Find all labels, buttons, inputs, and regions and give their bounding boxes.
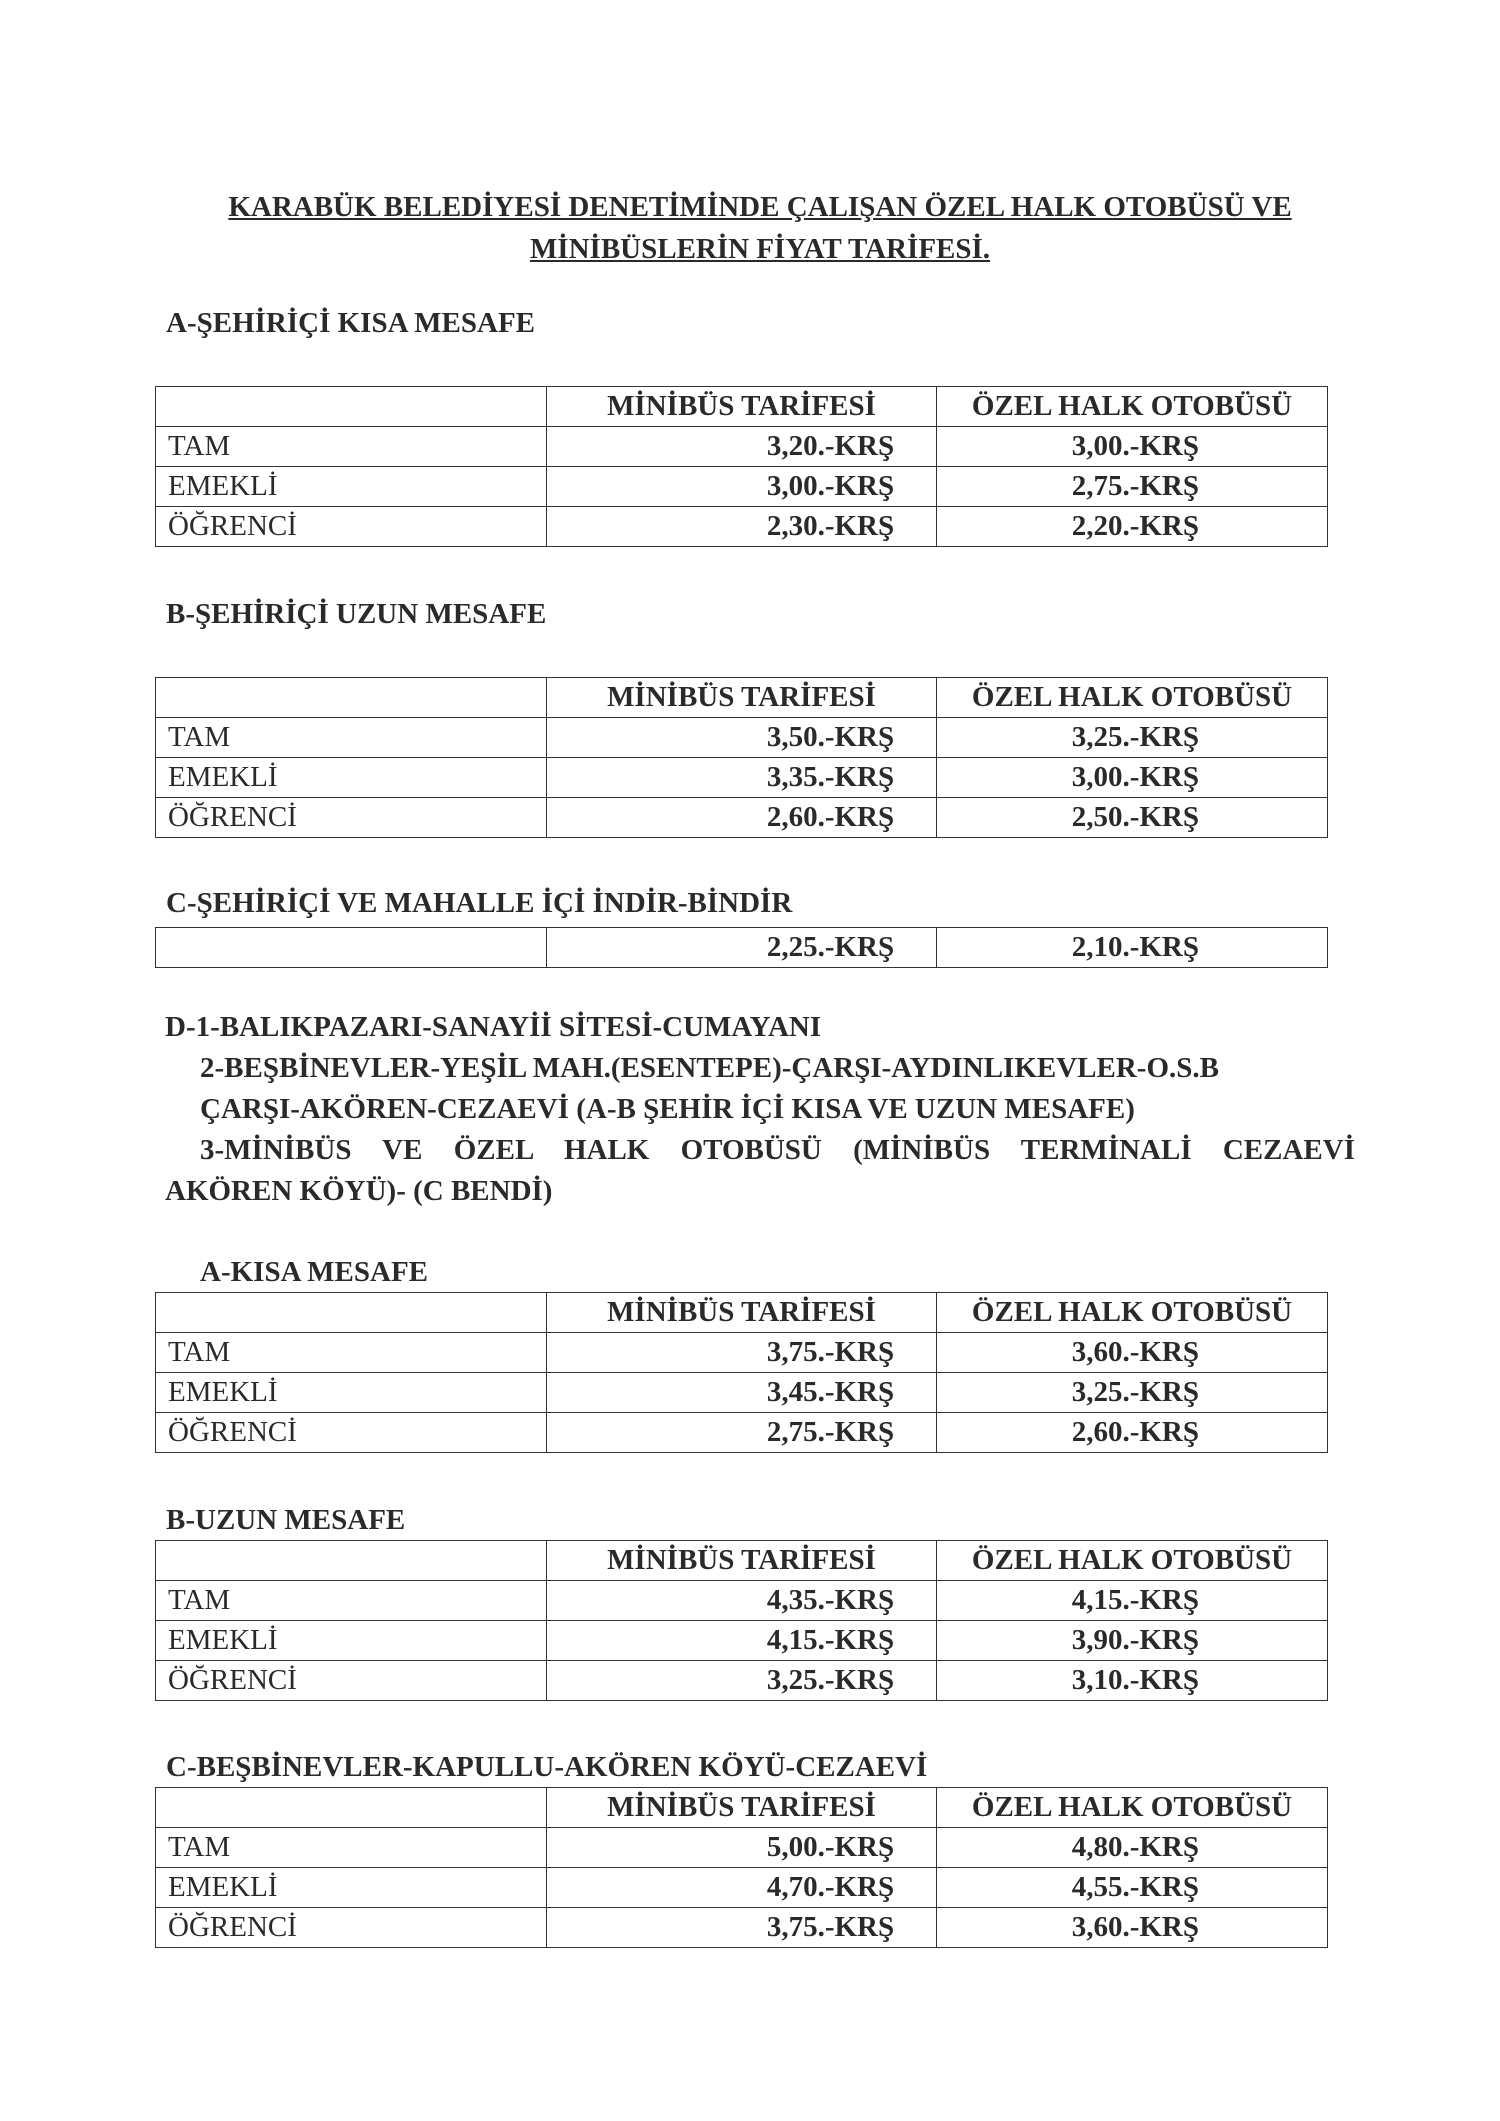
table-header-row bbox=[156, 678, 1328, 718]
minibus-fare: 4,35.-KRŞ bbox=[547, 1581, 937, 1621]
section-a-heading: A-ŞEHİRİÇİ KISA MESAFE bbox=[166, 307, 536, 339]
table-row bbox=[156, 427, 1328, 467]
minibus-fare: 4,15.-KRŞ bbox=[547, 1621, 937, 1661]
table-row bbox=[156, 507, 1328, 547]
ozel-fare: 3,25.-KRŞ bbox=[937, 718, 1328, 758]
minibus-fare: 3,75.-KRŞ bbox=[547, 1333, 937, 1373]
table-row bbox=[156, 1333, 1328, 1373]
minibus-column-header: MİNİBÜS TARİFESİ bbox=[547, 1788, 937, 1828]
minibus-fare: 3,45.-KRŞ bbox=[547, 1373, 937, 1413]
ozel-fare: 3,25.-KRŞ bbox=[937, 1373, 1328, 1413]
section-d-line-1: D-1-BALIKPAZARI-SANAYİİ SİTESİ-CUMAYANI bbox=[165, 1011, 822, 1043]
d-long-table bbox=[155, 1540, 1328, 1701]
d-short-table bbox=[155, 1292, 1328, 1453]
empty-header-cell bbox=[156, 678, 547, 718]
row-label: ÖĞRENCİ bbox=[156, 1413, 547, 1453]
row-label: ÖĞRENCİ bbox=[156, 507, 547, 547]
table-header-row bbox=[156, 387, 1328, 427]
section-c-table bbox=[155, 927, 1328, 968]
ozel-column-header: ÖZEL HALK OTOBÜSÜ bbox=[937, 1293, 1328, 1333]
table-row bbox=[156, 718, 1328, 758]
ozel-fare: 2,75.-KRŞ bbox=[937, 467, 1328, 507]
minibus-column-header: MİNİBÜS TARİFESİ bbox=[547, 1541, 937, 1581]
row-label: TAM bbox=[156, 1581, 547, 1621]
table-header-row bbox=[156, 1541, 1328, 1581]
ozel-fare: 3,90.-KRŞ bbox=[937, 1621, 1328, 1661]
table-row bbox=[156, 1581, 1328, 1621]
minibus-fare: 3,50.-KRŞ bbox=[547, 718, 937, 758]
ozel-fare: 4,15.-KRŞ bbox=[937, 1581, 1328, 1621]
ozel-column-header: ÖZEL HALK OTOBÜSÜ bbox=[937, 678, 1328, 718]
minibus-fare: 2,75.-KRŞ bbox=[547, 1413, 937, 1453]
section-b-table bbox=[155, 677, 1328, 838]
minibus-fare: 5,00.-KRŞ bbox=[547, 1828, 937, 1868]
empty-header-cell bbox=[156, 1788, 547, 1828]
section-d-line-3: ÇARŞI-AKÖREN-CEZAEVİ (A-B ŞEHİR İÇİ KISA VE UZUN MESAFE) bbox=[200, 1093, 1135, 1125]
row-label: TAM bbox=[156, 1333, 547, 1373]
table-row bbox=[156, 1373, 1328, 1413]
empty-header-cell bbox=[156, 1541, 547, 1581]
minibus-fare: 2,25.-KRŞ bbox=[547, 928, 937, 968]
table-row bbox=[156, 1661, 1328, 1701]
table-row bbox=[156, 1621, 1328, 1661]
row-label: TAM bbox=[156, 718, 547, 758]
table-row bbox=[156, 928, 1328, 968]
row-label: TAM bbox=[156, 427, 547, 467]
d-short-heading: A-KISA MESAFE bbox=[200, 1256, 429, 1288]
title-line-2: MİNİBÜSLERİN FİYAT TARİFESİ. bbox=[529, 233, 991, 265]
minibus-column-header: MİNİBÜS TARİFESİ bbox=[547, 387, 937, 427]
row-label: EMEKLİ bbox=[156, 467, 547, 507]
ozel-fare: 3,00.-KRŞ bbox=[937, 758, 1328, 798]
ozel-fare: 3,60.-KRŞ bbox=[937, 1908, 1328, 1948]
ozel-fare: 2,20.-KRŞ bbox=[937, 507, 1328, 547]
row-label: TAM bbox=[156, 1828, 547, 1868]
table-row bbox=[156, 1868, 1328, 1908]
minibus-fare: 3,00.-KRŞ bbox=[547, 467, 937, 507]
section-a-table bbox=[155, 386, 1328, 547]
ozel-fare: 3,00.-KRŞ bbox=[937, 427, 1328, 467]
empty-header-cell bbox=[156, 387, 547, 427]
table-row bbox=[156, 1413, 1328, 1453]
d-c-heading: C-BEŞBİNEVLER-KAPULLU-AKÖREN KÖYÜ-CEZAEVİ bbox=[166, 1751, 928, 1783]
document-title bbox=[190, 186, 1330, 270]
table-row bbox=[156, 758, 1328, 798]
d-c-table bbox=[155, 1787, 1328, 1948]
ozel-fare: 4,80.-KRŞ bbox=[937, 1828, 1328, 1868]
minibus-column-header: MİNİBÜS TARİFESİ bbox=[547, 1293, 937, 1333]
table-row bbox=[156, 1908, 1328, 1948]
ozel-column-header: ÖZEL HALK OTOBÜSÜ bbox=[937, 1541, 1328, 1581]
minibus-fare: 2,30.-KRŞ bbox=[547, 507, 937, 547]
section-d-line-2: 2-BEŞBİNEVLER-YEŞİL MAH.(ESENTEPE)-ÇARŞI-AYDINLIKEVLER-O.S.B bbox=[200, 1052, 1219, 1084]
minibus-fare: 3,20.-KRŞ bbox=[547, 427, 937, 467]
ozel-fare: 2,10.-KRŞ bbox=[937, 928, 1328, 968]
minibus-fare: 3,75.-KRŞ bbox=[547, 1908, 937, 1948]
section-d-routes bbox=[165, 1007, 1355, 1212]
ozel-column-header: ÖZEL HALK OTOBÜSÜ bbox=[937, 1788, 1328, 1828]
ozel-fare: 2,60.-KRŞ bbox=[937, 1413, 1328, 1453]
table-row bbox=[156, 798, 1328, 838]
row-label: ÖĞRENCİ bbox=[156, 1908, 547, 1948]
d-long-heading: B-UZUN MESAFE bbox=[166, 1504, 406, 1536]
table-row bbox=[156, 467, 1328, 507]
minibus-column-header: MİNİBÜS TARİFESİ bbox=[547, 678, 937, 718]
empty-label-cell bbox=[156, 928, 547, 968]
section-d-line-5: AKÖREN KÖYÜ)- (C BENDİ) bbox=[165, 1175, 553, 1207]
ozel-column-header: ÖZEL HALK OTOBÜSÜ bbox=[937, 387, 1328, 427]
row-label: EMEKLİ bbox=[156, 1868, 547, 1908]
section-d-line-4: 3-MİNİBÜS VE ÖZEL HALK OTOBÜSÜ (MİNİBÜS TERMİNALİ CEZAEVİ bbox=[200, 1134, 1355, 1166]
empty-header-cell bbox=[156, 1293, 547, 1333]
table-header-row bbox=[156, 1293, 1328, 1333]
row-label: EMEKLİ bbox=[156, 1621, 547, 1661]
table-row bbox=[156, 1828, 1328, 1868]
ozel-fare: 3,60.-KRŞ bbox=[937, 1333, 1328, 1373]
section-c-heading: C-ŞEHİRİÇİ VE MAHALLE İÇİ İNDİR-BİNDİR bbox=[166, 887, 793, 919]
row-label: EMEKLİ bbox=[156, 1373, 547, 1413]
row-label: ÖĞRENCİ bbox=[156, 1661, 547, 1701]
row-label: ÖĞRENCİ bbox=[156, 798, 547, 838]
row-label: EMEKLİ bbox=[156, 758, 547, 798]
ozel-fare: 2,50.-KRŞ bbox=[937, 798, 1328, 838]
ozel-fare: 4,55.-KRŞ bbox=[937, 1868, 1328, 1908]
section-b-heading: B-ŞEHİRİÇİ UZUN MESAFE bbox=[166, 598, 547, 630]
title-line-1: KARABÜK BELEDİYESİ DENETİMİNDE ÇALIŞAN ÖZEL HALK OTOBÜSÜ VE bbox=[228, 191, 1292, 223]
minibus-fare: 3,35.-KRŞ bbox=[547, 758, 937, 798]
table-header-row bbox=[156, 1788, 1328, 1828]
minibus-fare: 3,25.-KRŞ bbox=[547, 1661, 937, 1701]
minibus-fare: 2,60.-KRŞ bbox=[547, 798, 937, 838]
ozel-fare: 3,10.-KRŞ bbox=[937, 1661, 1328, 1701]
minibus-fare: 4,70.-KRŞ bbox=[547, 1868, 937, 1908]
